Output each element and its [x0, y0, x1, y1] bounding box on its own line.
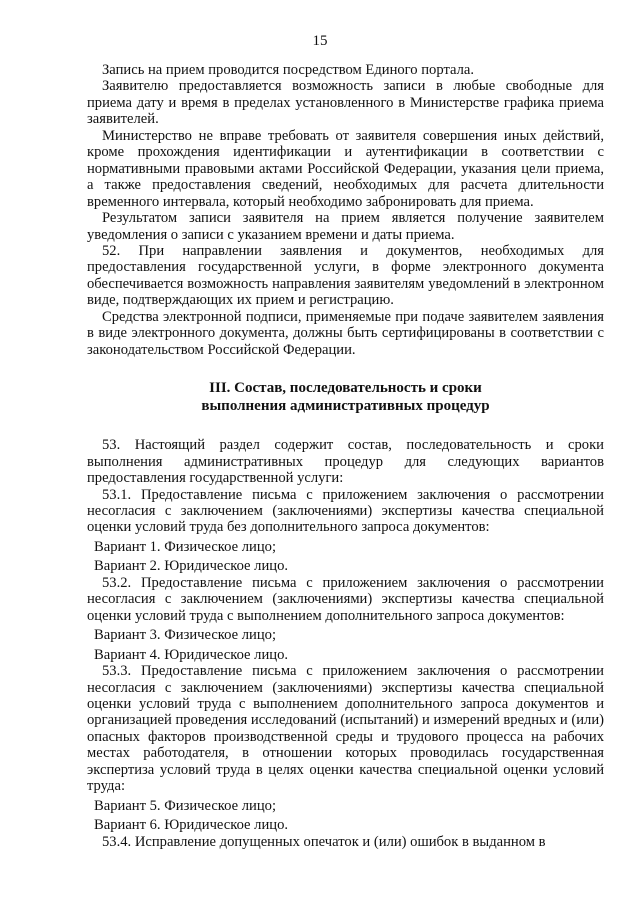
paragraph-appointment-result: Результатом записи заявителя на прием является получение заявителем уведомления о записи с указанием времени и даты приема.	[87, 210, 604, 243]
paragraph-ministry-restrictions: Министерство не вправе требовать от заявителя совершения иных действий, кроме прохождения идентификации и аутентификации в соответствии с нормативными правовыми актами Российской Федерации, указания цели приема, а также предоставления сведений, необходимых для расчета длительности временного интервала, который необходимо забронировать для приема.	[87, 127, 604, 210]
paragraph-53-1: 53.1. Предоставление письма с приложением заключения о рассмотрении несогласия с заключением (заключениями) экспертизы качества специальной оценки условий труда без дополнительного запроса документов:	[87, 486, 604, 536]
section-heading-line-2: выполнения административных процедур	[201, 398, 490, 415]
paragraph-53-2: 53.2. Предоставление письма с приложением заключения о рассмотрении несогласия с заключением (заключениями) экспертизы качества специальной оценки условий труда с выполнением дополнительного запроса документов:	[87, 574, 604, 624]
document-body	[87, 62, 604, 850]
paragraph-53: 53. Настоящий раздел содержит состав, последовательность и сроки выполнения административных процедур для следующих вариантов предоставления государственной услуги:	[87, 437, 604, 487]
paragraph-e-signature: Средства электронной подписи, применяемые при подаче заявителем заявления в виде электронного документа, должны быть сертифицированы в соответствии с законодательством Российской Федерации.	[87, 308, 604, 358]
section-heading	[87, 379, 604, 415]
variant-5: Вариант 5. Физическое лицо;	[94, 797, 277, 814]
paragraph-53-3: 53.3. Предоставление письма с приложением заключения о рассмотрении несогласия с заключением (заключениями) экспертизы качества специальной оценки условий труда с выполнением дополнительного запроса документов и организацией проведения исследований (испытаний) и измерений вредных и (или) опасных факторов производственной среды и трудового процесса на рабочих местах работодателя, в отношении которых проводилась государственная экспертиза условий труда в целях оценки качества специальной оценки условий труда:	[87, 663, 604, 795]
paragraph-53-4: 53.4. Исправление допущенных опечаток и (или) ошибок в выданном в	[102, 833, 546, 850]
variant-2: Вариант 2. Юридическое лицо.	[94, 558, 289, 575]
variant-1: Вариант 1. Физическое лицо;	[94, 538, 277, 555]
section-heading-line-1: III. Состав, последовательность и сроки	[209, 380, 482, 397]
variant-4: Вариант 4. Юридическое лицо.	[94, 646, 289, 663]
variant-6: Вариант 6. Юридическое лицо.	[94, 817, 289, 834]
paragraph-appointment-slots: Заявителю предоставляется возможность записи в любые свободные для приема дату и время в пределах установленного в Министерстве графика приема заявителей.	[87, 78, 604, 128]
page-number: 15	[312, 33, 328, 49]
paragraph-52: 52. При направлении заявления и документов, необходимых для предоставления государственной услуги, в форме электронного документа обеспечивается возможность направления заявителям уведомлений в электронном виде, подтверждающих их прием и регистрацию.	[87, 242, 604, 309]
variant-3: Вариант 3. Физическое лицо;	[94, 627, 277, 644]
paragraph-appointment-portal: Запись на прием проводится посредством Единого портала.	[102, 62, 475, 78]
